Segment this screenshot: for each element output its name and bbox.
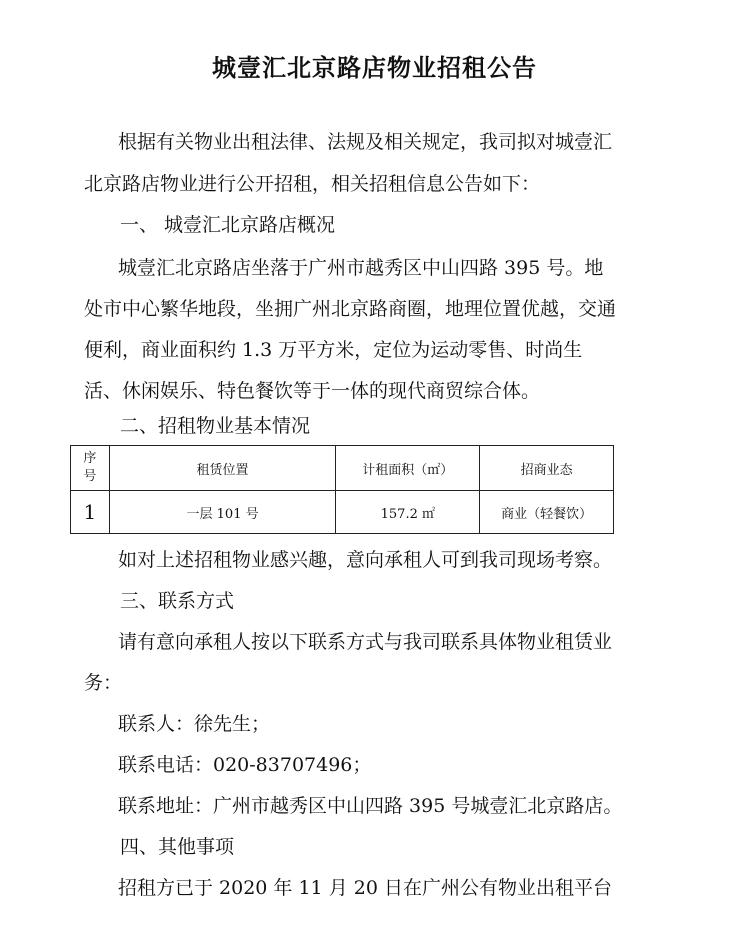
section-1-line-1: 城壹汇北京路店坐落于广州市越秀区中山四路 395 号。地: [118, 257, 604, 279]
section-1-line-2: 处市中心繁华地段，坐拥广州北京路商圈，地理位置优越，交通: [84, 298, 617, 320]
cell-type: 商业（轻餐饮）: [480, 491, 614, 534]
cell-number: 1: [71, 491, 110, 534]
section-1-line-3: 便利，商业面积约 1.3 万平方米，定位为运动零售、时尚生: [84, 339, 583, 361]
section-4-heading: 四、其他事项: [120, 836, 235, 858]
contact-address: 联系地址：广州市越秀区中山四路 395 号城壹汇北京路店。: [118, 795, 623, 817]
property-table: [70, 445, 614, 534]
header-cell-type: 招商业态: [480, 446, 614, 491]
section-3-heading: 三、联系方式: [120, 590, 235, 612]
cell-location: 一层 101 号: [109, 491, 336, 534]
intro-line-1: 根据有关物业出租法律、法规及相关规定，我司拟对城壹汇: [118, 131, 613, 153]
page-title: 城壹汇北京路店物业招租公告: [212, 54, 537, 82]
header-number-text: 序号: [83, 451, 97, 484]
cell-area: 157.2 ㎡: [336, 491, 480, 534]
section-4-line-1: 招租方已于 2020 年 11 月 20 日在广州公有物业出租平台: [118, 877, 612, 899]
header-cell-location: 租赁位置: [109, 446, 336, 491]
contact-intro-line-2: 务：: [84, 672, 123, 694]
after-table-text: 如对上述招租物业感兴趣，意向承租人可到我司现场考察。: [118, 549, 613, 571]
contact-person: 联系人：徐先生；: [118, 713, 271, 735]
contact-intro-line-1: 请有意向承租人按以下联系方式与我司联系具体物业租赁业: [118, 631, 613, 653]
section-1-line-4: 活、休闲娱乐、特色餐饮等于一体的现代商贸综合体。: [84, 380, 541, 402]
table-row: [71, 491, 614, 534]
header-cell-area: 计租面积（㎡）: [336, 446, 480, 491]
section-1-heading: 一、 城壹汇北京路店概况: [120, 214, 336, 236]
section-2-heading: 二、招租物业基本情况: [120, 415, 311, 437]
table-header-row: [71, 446, 614, 491]
intro-line-2: 北京路店物业进行公开招租，相关招租信息公告如下：: [84, 173, 541, 195]
header-cell-number: [71, 446, 110, 491]
contact-phone: 联系电话：020-83707496；: [118, 754, 372, 776]
